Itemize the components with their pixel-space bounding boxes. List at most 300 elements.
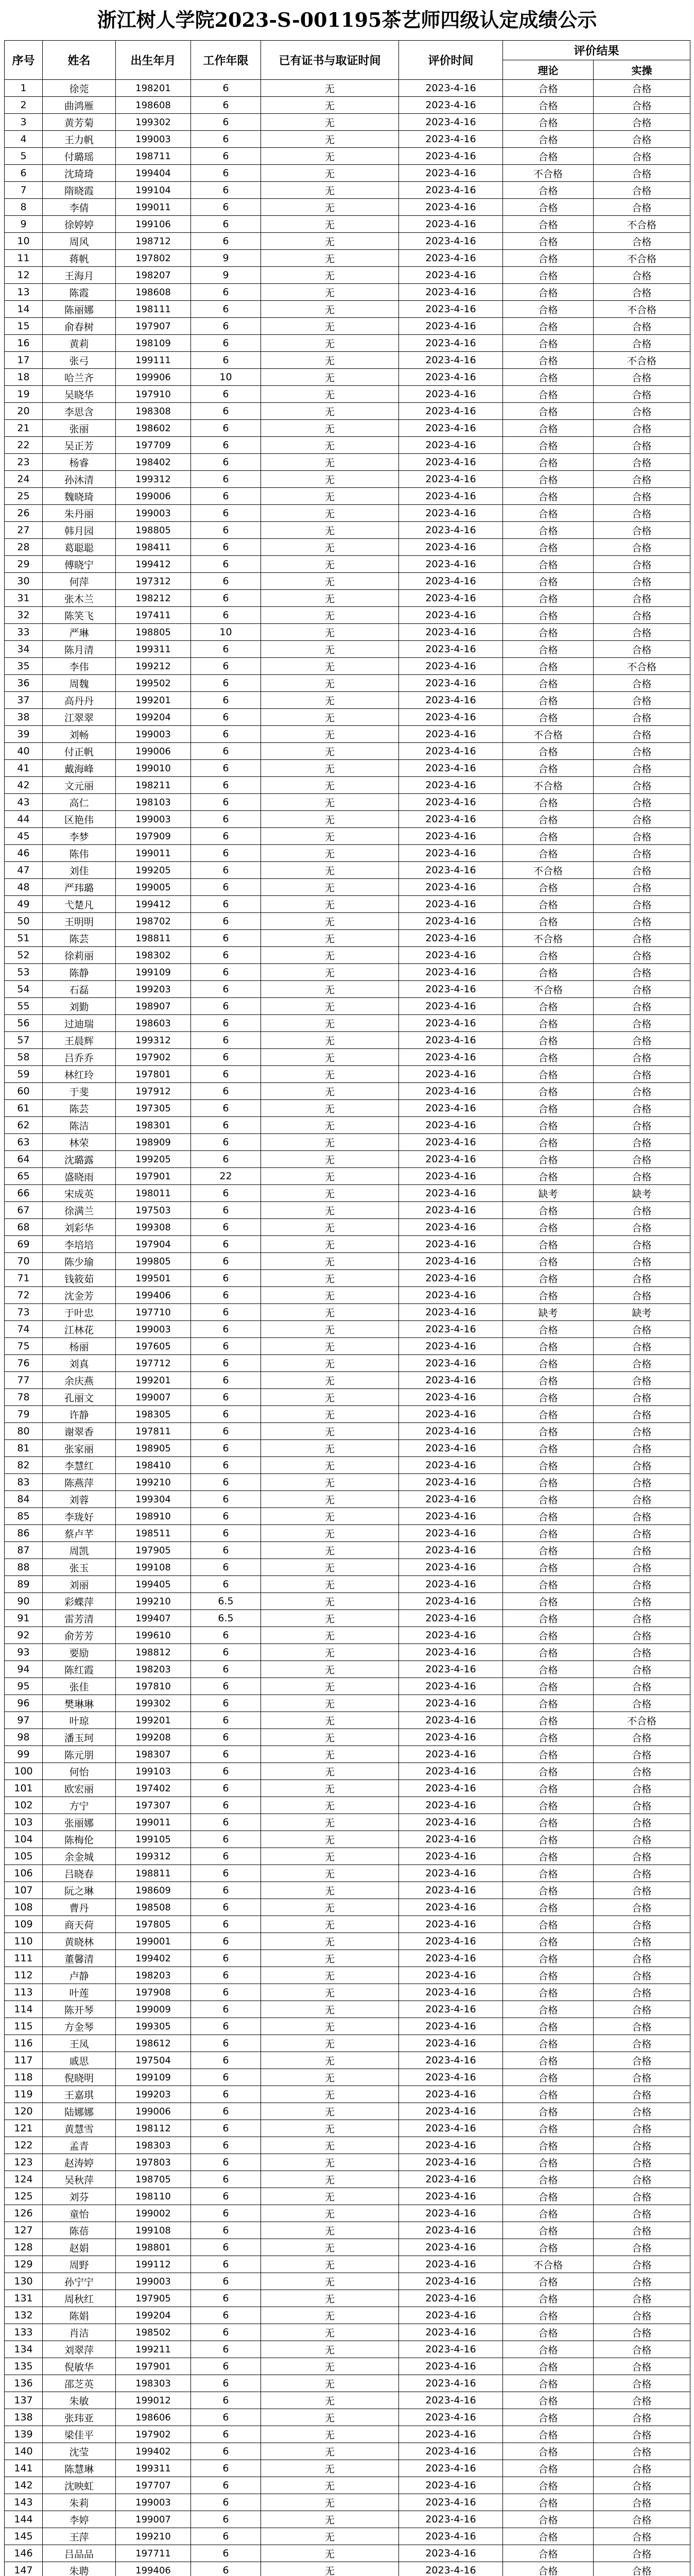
cell-birth: 198811 [116, 1865, 191, 1882]
cell-name: 陈少瑜 [43, 1253, 116, 1270]
cell-theory-result: 合格 [503, 1253, 594, 1270]
cell-years: 6 [191, 1304, 261, 1321]
cell-index: 4 [5, 131, 43, 148]
cell-theory-result: 合格 [503, 1746, 594, 1763]
cell-index: 12 [5, 267, 43, 284]
cell-practice-result: 合格 [594, 692, 690, 709]
cell-birth: 199405 [116, 1576, 191, 1593]
cell-theory-result: 合格 [503, 233, 594, 250]
cell-years: 10 [191, 369, 261, 386]
cell-name: 黄晓林 [43, 1933, 116, 1950]
table-row [5, 1474, 690, 1491]
cell-birth: 199109 [116, 2069, 191, 2086]
cell-years: 6 [191, 97, 261, 114]
cell-practice-result: 合格 [594, 2443, 690, 2460]
cell-eval-date: 2023-4-16 [399, 1355, 503, 1372]
cell-index: 34 [5, 641, 43, 658]
cell-certificate: 无 [261, 1423, 399, 1440]
cell-index: 19 [5, 386, 43, 403]
cell-index: 40 [5, 743, 43, 760]
cell-eval-date: 2023-4-16 [399, 1151, 503, 1168]
cell-years: 6 [191, 2307, 261, 2324]
table-row [5, 2307, 690, 2324]
cell-index: 133 [5, 2324, 43, 2341]
cell-name: 吴秋萍 [43, 2171, 116, 2188]
cell-name: 王嘉琪 [43, 2086, 116, 2103]
table-row [5, 2477, 690, 2494]
cell-eval-date: 2023-4-16 [399, 2426, 503, 2443]
cell-theory-result: 合格 [503, 1610, 594, 1627]
cell-theory-result: 合格 [503, 301, 594, 318]
cell-name: 倪敏华 [43, 2358, 116, 2375]
table-row [5, 1151, 690, 1168]
cell-theory-result: 合格 [503, 556, 594, 573]
cell-practice-result: 合格 [594, 1797, 690, 1814]
cell-index: 39 [5, 726, 43, 743]
cell-name: 李培培 [43, 1236, 116, 1253]
cell-birth: 199003 [116, 2494, 191, 2511]
cell-practice-result: 合格 [594, 1083, 690, 1100]
table-row [5, 250, 690, 267]
cell-birth: 197901 [116, 2358, 191, 2375]
cell-practice-result: 合格 [594, 1814, 690, 1831]
cell-years: 6 [191, 1559, 261, 1576]
cell-certificate: 无 [261, 2392, 399, 2409]
cell-name: 高仁 [43, 794, 116, 811]
cell-birth: 197504 [116, 2052, 191, 2069]
cell-years: 6 [191, 454, 261, 471]
cell-theory-result: 合格 [503, 1406, 594, 1423]
cell-practice-result: 合格 [594, 1457, 690, 1474]
cell-theory-result: 合格 [503, 590, 594, 607]
cell-eval-date: 2023-4-16 [399, 1015, 503, 1032]
cell-practice-result: 合格 [594, 2460, 690, 2477]
cell-certificate: 无 [261, 1865, 399, 1882]
cell-years: 6 [191, 709, 261, 726]
cell-birth: 199610 [116, 1627, 191, 1644]
cell-certificate: 无 [261, 2477, 399, 2494]
cell-theory-result: 合格 [503, 2018, 594, 2035]
cell-theory-result: 合格 [503, 1712, 594, 1729]
cell-certificate: 无 [261, 1848, 399, 1865]
cell-years: 6 [191, 2018, 261, 2035]
table-row [5, 1729, 690, 1746]
table-row [5, 607, 690, 624]
cell-years: 6 [191, 896, 261, 913]
cell-eval-date: 2023-4-16 [399, 2511, 503, 2528]
header-cell: 姓名 [43, 41, 116, 80]
cell-eval-date: 2023-4-16 [399, 2035, 503, 2052]
cell-certificate: 无 [261, 1797, 399, 1814]
cell-practice-result: 合格 [594, 131, 690, 148]
cell-name: 李思含 [43, 403, 116, 420]
cell-eval-date: 2023-4-16 [399, 2341, 503, 2358]
cell-certificate: 无 [261, 2086, 399, 2103]
cell-practice-result: 合格 [594, 1049, 690, 1066]
table-row [5, 1848, 690, 1865]
cell-practice-result: 合格 [594, 403, 690, 420]
cell-years: 6 [191, 1423, 261, 1440]
cell-certificate: 无 [261, 2290, 399, 2307]
cell-theory-result: 合格 [503, 1151, 594, 1168]
cell-birth: 199210 [116, 2528, 191, 2545]
cell-practice-result: 合格 [594, 2324, 690, 2341]
cell-theory-result: 合格 [503, 1899, 594, 1916]
cell-practice-result: 合格 [594, 709, 690, 726]
table-row [5, 947, 690, 964]
cell-eval-date: 2023-4-16 [399, 862, 503, 879]
cell-birth: 199205 [116, 1151, 191, 1168]
table-row [5, 1304, 690, 1321]
cell-certificate: 无 [261, 539, 399, 556]
cell-birth: 199204 [116, 709, 191, 726]
cell-birth: 198508 [116, 1899, 191, 1916]
cell-years: 6 [191, 1015, 261, 1032]
cell-eval-date: 2023-4-16 [399, 1338, 503, 1355]
cell-eval-date: 2023-4-16 [399, 1032, 503, 1049]
cell-eval-date: 2023-4-16 [399, 1049, 503, 1066]
cell-birth: 199105 [116, 1831, 191, 1848]
cell-years: 6 [191, 2052, 261, 2069]
cell-years: 10 [191, 624, 261, 641]
table-row [5, 913, 690, 930]
cell-index: 24 [5, 471, 43, 488]
cell-eval-date: 2023-4-16 [399, 811, 503, 828]
cell-practice-result: 不合格 [594, 250, 690, 267]
table-row [5, 1423, 690, 1440]
cell-certificate: 无 [261, 318, 399, 335]
cell-theory-result: 合格 [503, 1032, 594, 1049]
cell-years: 6 [191, 386, 261, 403]
cell-eval-date: 2023-4-16 [399, 2358, 503, 2375]
table-row [5, 1933, 690, 1950]
cell-eval-date: 2023-4-16 [399, 2290, 503, 2307]
cell-certificate: 无 [261, 1100, 399, 1117]
cell-name: 张佳 [43, 1678, 116, 1695]
cell-certificate: 无 [261, 1780, 399, 1797]
cell-birth: 199203 [116, 2086, 191, 2103]
cell-birth: 198111 [116, 301, 191, 318]
cell-name: 黄慧雪 [43, 2120, 116, 2137]
cell-name: 弋楚凡 [43, 896, 116, 913]
cell-eval-date: 2023-4-16 [399, 1593, 503, 1610]
table-row [5, 2528, 690, 2545]
cell-years: 6 [191, 1729, 261, 1746]
cell-index: 22 [5, 437, 43, 454]
cell-name: 文元丽 [43, 777, 116, 794]
cell-certificate: 无 [261, 1406, 399, 1423]
cell-theory-result: 合格 [503, 573, 594, 590]
cell-certificate: 无 [261, 2018, 399, 2035]
cell-theory-result: 合格 [503, 1270, 594, 1287]
cell-birth: 198502 [116, 2324, 191, 2341]
cell-practice-result: 不合格 [594, 658, 690, 675]
cell-certificate: 无 [261, 590, 399, 607]
cell-index: 3 [5, 114, 43, 131]
cell-theory-result: 不合格 [503, 2256, 594, 2273]
cell-years: 6 [191, 1219, 261, 1236]
cell-practice-result: 合格 [594, 148, 690, 165]
cell-years: 6 [191, 1627, 261, 1644]
cell-theory-result: 合格 [503, 1950, 594, 1967]
cell-practice-result: 合格 [594, 726, 690, 743]
cell-theory-result: 合格 [503, 947, 594, 964]
cell-name: 陈红霞 [43, 1661, 116, 1678]
cell-practice-result: 合格 [594, 2477, 690, 2494]
cell-certificate: 无 [261, 1253, 399, 1270]
cell-theory-result: 缺考 [503, 1185, 594, 1202]
cell-certificate: 无 [261, 2052, 399, 2069]
cell-name: 王海月 [43, 267, 116, 284]
table-row [5, 1236, 690, 1253]
cell-certificate: 无 [261, 726, 399, 743]
cell-index: 70 [5, 1253, 43, 1270]
cell-eval-date: 2023-4-16 [399, 2069, 503, 2086]
cell-theory-result: 合格 [503, 1474, 594, 1491]
table-row [5, 1695, 690, 1712]
cell-theory-result: 合格 [503, 1916, 594, 1933]
cell-years: 6 [191, 2069, 261, 2086]
cell-eval-date: 2023-4-16 [399, 1457, 503, 1474]
table-row [5, 2358, 690, 2375]
cell-index: 36 [5, 675, 43, 692]
cell-name: 张玉 [43, 1559, 116, 1576]
cell-certificate: 无 [261, 403, 399, 420]
cell-years: 6 [191, 2205, 261, 2222]
cell-years: 6 [191, 743, 261, 760]
cell-birth: 198612 [116, 2035, 191, 2052]
cell-name: 陈慧琳 [43, 2460, 116, 2477]
cell-theory-result: 合格 [503, 1202, 594, 1219]
cell-certificate: 无 [261, 947, 399, 964]
cell-birth: 198402 [116, 454, 191, 471]
cell-theory-result: 合格 [503, 250, 594, 267]
table-row [5, 828, 690, 845]
cell-eval-date: 2023-4-16 [399, 318, 503, 335]
cell-index: 62 [5, 1117, 43, 1134]
cell-birth: 199011 [116, 1814, 191, 1831]
cell-name: 黄莉 [43, 335, 116, 352]
cell-eval-date: 2023-4-16 [399, 2307, 503, 2324]
cell-practice-result: 合格 [594, 794, 690, 811]
cell-birth: 197305 [116, 1100, 191, 1117]
cell-name: 葛聪聪 [43, 539, 116, 556]
cell-eval-date: 2023-4-16 [399, 1542, 503, 1559]
table-row [5, 1712, 690, 1729]
cell-theory-result: 合格 [503, 335, 594, 352]
cell-theory-result: 合格 [503, 2528, 594, 2545]
cell-years: 6 [191, 811, 261, 828]
cell-certificate: 无 [261, 199, 399, 216]
cell-certificate: 无 [261, 2460, 399, 2477]
cell-practice-result: 合格 [594, 2358, 690, 2375]
cell-index: 14 [5, 301, 43, 318]
cell-certificate: 无 [261, 1627, 399, 1644]
cell-theory-result: 合格 [503, 386, 594, 403]
cell-eval-date: 2023-4-16 [399, 590, 503, 607]
cell-certificate: 无 [261, 692, 399, 709]
cell-certificate: 无 [261, 1202, 399, 1219]
cell-eval-date: 2023-4-16 [399, 1712, 503, 1729]
cell-practice-result: 合格 [594, 2307, 690, 2324]
cell-years: 6 [191, 1576, 261, 1593]
cell-practice-result: 合格 [594, 539, 690, 556]
cell-index: 75 [5, 1338, 43, 1355]
cell-name: 李梦 [43, 828, 116, 845]
cell-years: 6 [191, 675, 261, 692]
cell-practice-result: 合格 [594, 2205, 690, 2222]
cell-practice-result: 合格 [594, 930, 690, 947]
cell-name: 曹丹 [43, 1899, 116, 1916]
cell-name: 孔丽文 [43, 1389, 116, 1406]
cell-years: 6 [191, 2511, 261, 2528]
cell-years: 6 [191, 80, 261, 97]
cell-theory-result: 合格 [503, 1763, 594, 1780]
cell-certificate: 无 [261, 913, 399, 930]
cell-certificate: 无 [261, 2188, 399, 2205]
cell-practice-result: 合格 [594, 2103, 690, 2120]
cell-name: 刘蓉 [43, 1491, 116, 1508]
cell-index: 85 [5, 1508, 43, 1525]
cell-name: 隋晓霞 [43, 182, 116, 199]
cell-certificate: 无 [261, 1814, 399, 1831]
cell-birth: 198705 [116, 2171, 191, 2188]
cell-index: 135 [5, 2358, 43, 2375]
cell-eval-date: 2023-4-16 [399, 1236, 503, 1253]
cell-theory-result: 合格 [503, 1831, 594, 1848]
cell-eval-date: 2023-4-16 [399, 2120, 503, 2137]
cell-years: 6 [191, 522, 261, 539]
cell-practice-result: 合格 [594, 2375, 690, 2392]
cell-name: 叶莲 [43, 1984, 116, 2001]
table-row [5, 2511, 690, 2528]
cell-certificate: 无 [261, 2511, 399, 2528]
cell-theory-result: 不合格 [503, 862, 594, 879]
cell-certificate: 无 [261, 879, 399, 896]
cell-eval-date: 2023-4-16 [399, 2154, 503, 2171]
cell-birth: 199210 [116, 1474, 191, 1491]
cell-years: 6 [191, 760, 261, 777]
cell-name: 刘彩华 [43, 1219, 116, 1236]
header-cell: 出生年月 [116, 41, 191, 80]
cell-certificate: 无 [261, 301, 399, 318]
cell-birth: 199006 [116, 2103, 191, 2120]
cell-certificate: 无 [261, 1389, 399, 1406]
cell-theory-result: 合格 [503, 760, 594, 777]
table-row [5, 2273, 690, 2290]
cell-birth: 197810 [116, 1678, 191, 1695]
cell-name: 蒋帆 [43, 250, 116, 267]
cell-eval-date: 2023-4-16 [399, 2409, 503, 2426]
cell-name: 阮之琳 [43, 1882, 116, 1899]
cell-years: 6 [191, 2222, 261, 2239]
cell-certificate: 无 [261, 2154, 399, 2171]
cell-years: 9 [191, 267, 261, 284]
cell-certificate: 无 [261, 335, 399, 352]
cell-birth: 197904 [116, 1236, 191, 1253]
cell-practice-result: 合格 [594, 2035, 690, 2052]
cell-practice-result: 合格 [594, 1916, 690, 1933]
cell-eval-date: 2023-4-16 [399, 896, 503, 913]
cell-theory-result: 合格 [503, 1372, 594, 1389]
cell-theory-result: 合格 [503, 1933, 594, 1950]
table-row [5, 2103, 690, 2120]
cell-practice-result: 合格 [594, 1627, 690, 1644]
cell-theory-result: 合格 [503, 2409, 594, 2426]
cell-index: 101 [5, 1780, 43, 1797]
cell-certificate: 无 [261, 1270, 399, 1287]
cell-theory-result: 合格 [503, 845, 594, 862]
cell-years: 6 [191, 641, 261, 658]
cell-theory-result: 合格 [503, 114, 594, 131]
table-row [5, 709, 690, 726]
cell-certificate: 无 [261, 2426, 399, 2443]
cell-birth: 197912 [116, 1083, 191, 1100]
cell-index: 131 [5, 2290, 43, 2307]
cell-name: 蔡卢芊 [43, 1525, 116, 1542]
cell-theory-result: 合格 [503, 2545, 594, 2562]
cell-name: 肖洁 [43, 2324, 116, 2341]
cell-eval-date: 2023-4-16 [399, 267, 503, 284]
cell-practice-result: 合格 [594, 267, 690, 284]
cell-theory-result: 不合格 [503, 726, 594, 743]
cell-certificate: 无 [261, 386, 399, 403]
cell-birth: 198109 [116, 335, 191, 352]
table-row [5, 2188, 690, 2205]
cell-practice-result: 合格 [594, 1134, 690, 1151]
cell-practice-result: 合格 [594, 1406, 690, 1423]
cell-index: 31 [5, 590, 43, 607]
cell-eval-date: 2023-4-16 [399, 471, 503, 488]
cell-years: 6 [191, 301, 261, 318]
page-title: 浙江树人学院2023-S-001195茶艺师四级认定成绩公示 [97, 8, 597, 31]
cell-birth: 199906 [116, 369, 191, 386]
cell-certificate: 无 [261, 556, 399, 573]
cell-practice-result: 合格 [594, 386, 690, 403]
cell-years: 6 [191, 1185, 261, 1202]
cell-index: 64 [5, 1151, 43, 1168]
cell-years: 6 [191, 913, 261, 930]
cell-years: 6 [191, 794, 261, 811]
cell-certificate: 无 [261, 2103, 399, 2120]
cell-eval-date: 2023-4-16 [399, 1797, 503, 1814]
cell-index: 71 [5, 1270, 43, 1287]
cell-birth: 198203 [116, 1967, 191, 1984]
table-row [5, 1270, 690, 1287]
table-row [5, 97, 690, 114]
cell-theory-result: 合格 [503, 2222, 594, 2239]
cell-certificate: 无 [261, 2137, 399, 2154]
cell-index: 65 [5, 1168, 43, 1185]
cell-practice-result: 合格 [594, 1287, 690, 1304]
cell-name: 张家丽 [43, 1440, 116, 1457]
cell-certificate: 无 [261, 2171, 399, 2188]
cell-theory-result: 合格 [503, 2171, 594, 2188]
cell-eval-date: 2023-4-16 [399, 250, 503, 267]
cell-eval-date: 2023-4-16 [399, 522, 503, 539]
table-row [5, 2460, 690, 2477]
cell-years: 6 [191, 1100, 261, 1117]
cell-theory-result: 合格 [503, 1049, 594, 1066]
cell-index: 123 [5, 2154, 43, 2171]
cell-birth: 199406 [116, 2562, 191, 2576]
cell-years: 6 [191, 488, 261, 505]
cell-theory-result: 合格 [503, 1338, 594, 1355]
cell-name: 谢翠香 [43, 1423, 116, 1440]
cell-theory-result: 不合格 [503, 981, 594, 998]
cell-practice-result: 合格 [594, 641, 690, 658]
cell-index: 43 [5, 794, 43, 811]
